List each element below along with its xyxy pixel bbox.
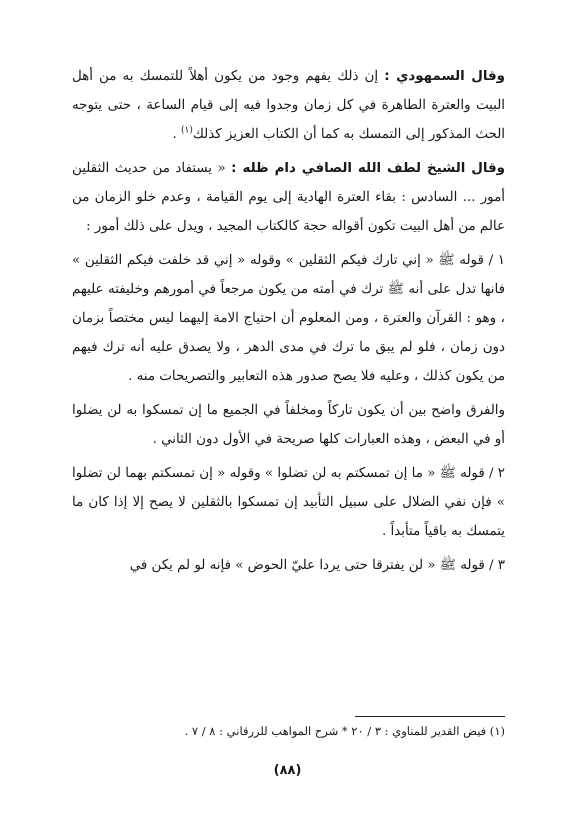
paragraph-safi — [72, 154, 505, 241]
paragraph-difference: والفرق واضح بين أن يكون تاركاً ومخلفاً في الجميع ما إن تمسكوا به لن يضلوا أو في البعض ، وهذه العبارات كلها صريحة في الأول دون الثاني . — [72, 403, 505, 447]
page-number: (٨٨) — [273, 763, 302, 778]
main-text — [72, 62, 505, 580]
paragraph-point-2: ٢ / قوله ﷺ « ما إن تمسكتم به لن تضلوا » وقوله « إن تمسكتم بهما لن تضلوا » فإن نفي الضلال على سبيل التأبيد إن تمسكوا بالثقلين لا يصح إلا إذا كان ما يتمسك به باقياً متأبداً . — [72, 466, 505, 539]
footnote-reference: (١) — [181, 125, 193, 136]
paragraph-tail: . — [172, 127, 181, 142]
paragraph-text: إن ذلك يفهم وجود من يكون أهلاً للتمسك به من أهل البيت والعترة الطاهرة في كل زمان وجدوا فيه إلى قيام الساعة ، حتى يتوجه الحث المذكور إلى التمسك به كما أن الكتاب العزيز كذلك — [72, 69, 505, 142]
paragraph-text: « يستفاد من حديث الثقلين أمور ... السادس : بقاء العترة الهادية إلى يوم القيامة ، وعدم خلو الزمان من عالم من أهل البيت تكون أقواله حجة كالكتاب المجيد ، ويدل على ذلك أمور : — [72, 161, 505, 234]
speaker-label: وقال السمهودي : — [384, 69, 505, 84]
speaker-label: وقال الشيخ لطف الله الصافي دام ظله : — [231, 161, 505, 176]
paragraph-samhudi — [72, 62, 505, 149]
paragraph-point-1: ١ / قوله ﷺ « إني تارك فيكم الثقلين » وقوله « إني قد خلفت فيكم الثقلين » فانها تدل على أنه ﷺ ترك في أمته من يكون مرجعاً في أمورهم وخليفته عليهم ، وهو : القرآن والعترة ، ومن المعلوم أن احتياج الامة إليهما ليس مختصاً بزمان دون زمان ، فلو لم يبق ما ترك في مدى الدهر ، ولا يصدق عليه أنه ترك فيهم من يكون كذلك ، وعليه فلا يصح صدور هذه التعابير والتصريحات منه . — [72, 253, 505, 384]
footnote-divider — [355, 716, 505, 717]
footnote: (١) فيض القدير للمناوي : ٣ / ٢٠ * شرح المواهب للزرقاني : ٨ / ٧ . — [184, 724, 505, 738]
paragraph-point-3: ٣ / قوله ﷺ « لن يفترقا حتى يردا عليّ الحوض » فإنه لو لم يكن في — [129, 558, 505, 573]
